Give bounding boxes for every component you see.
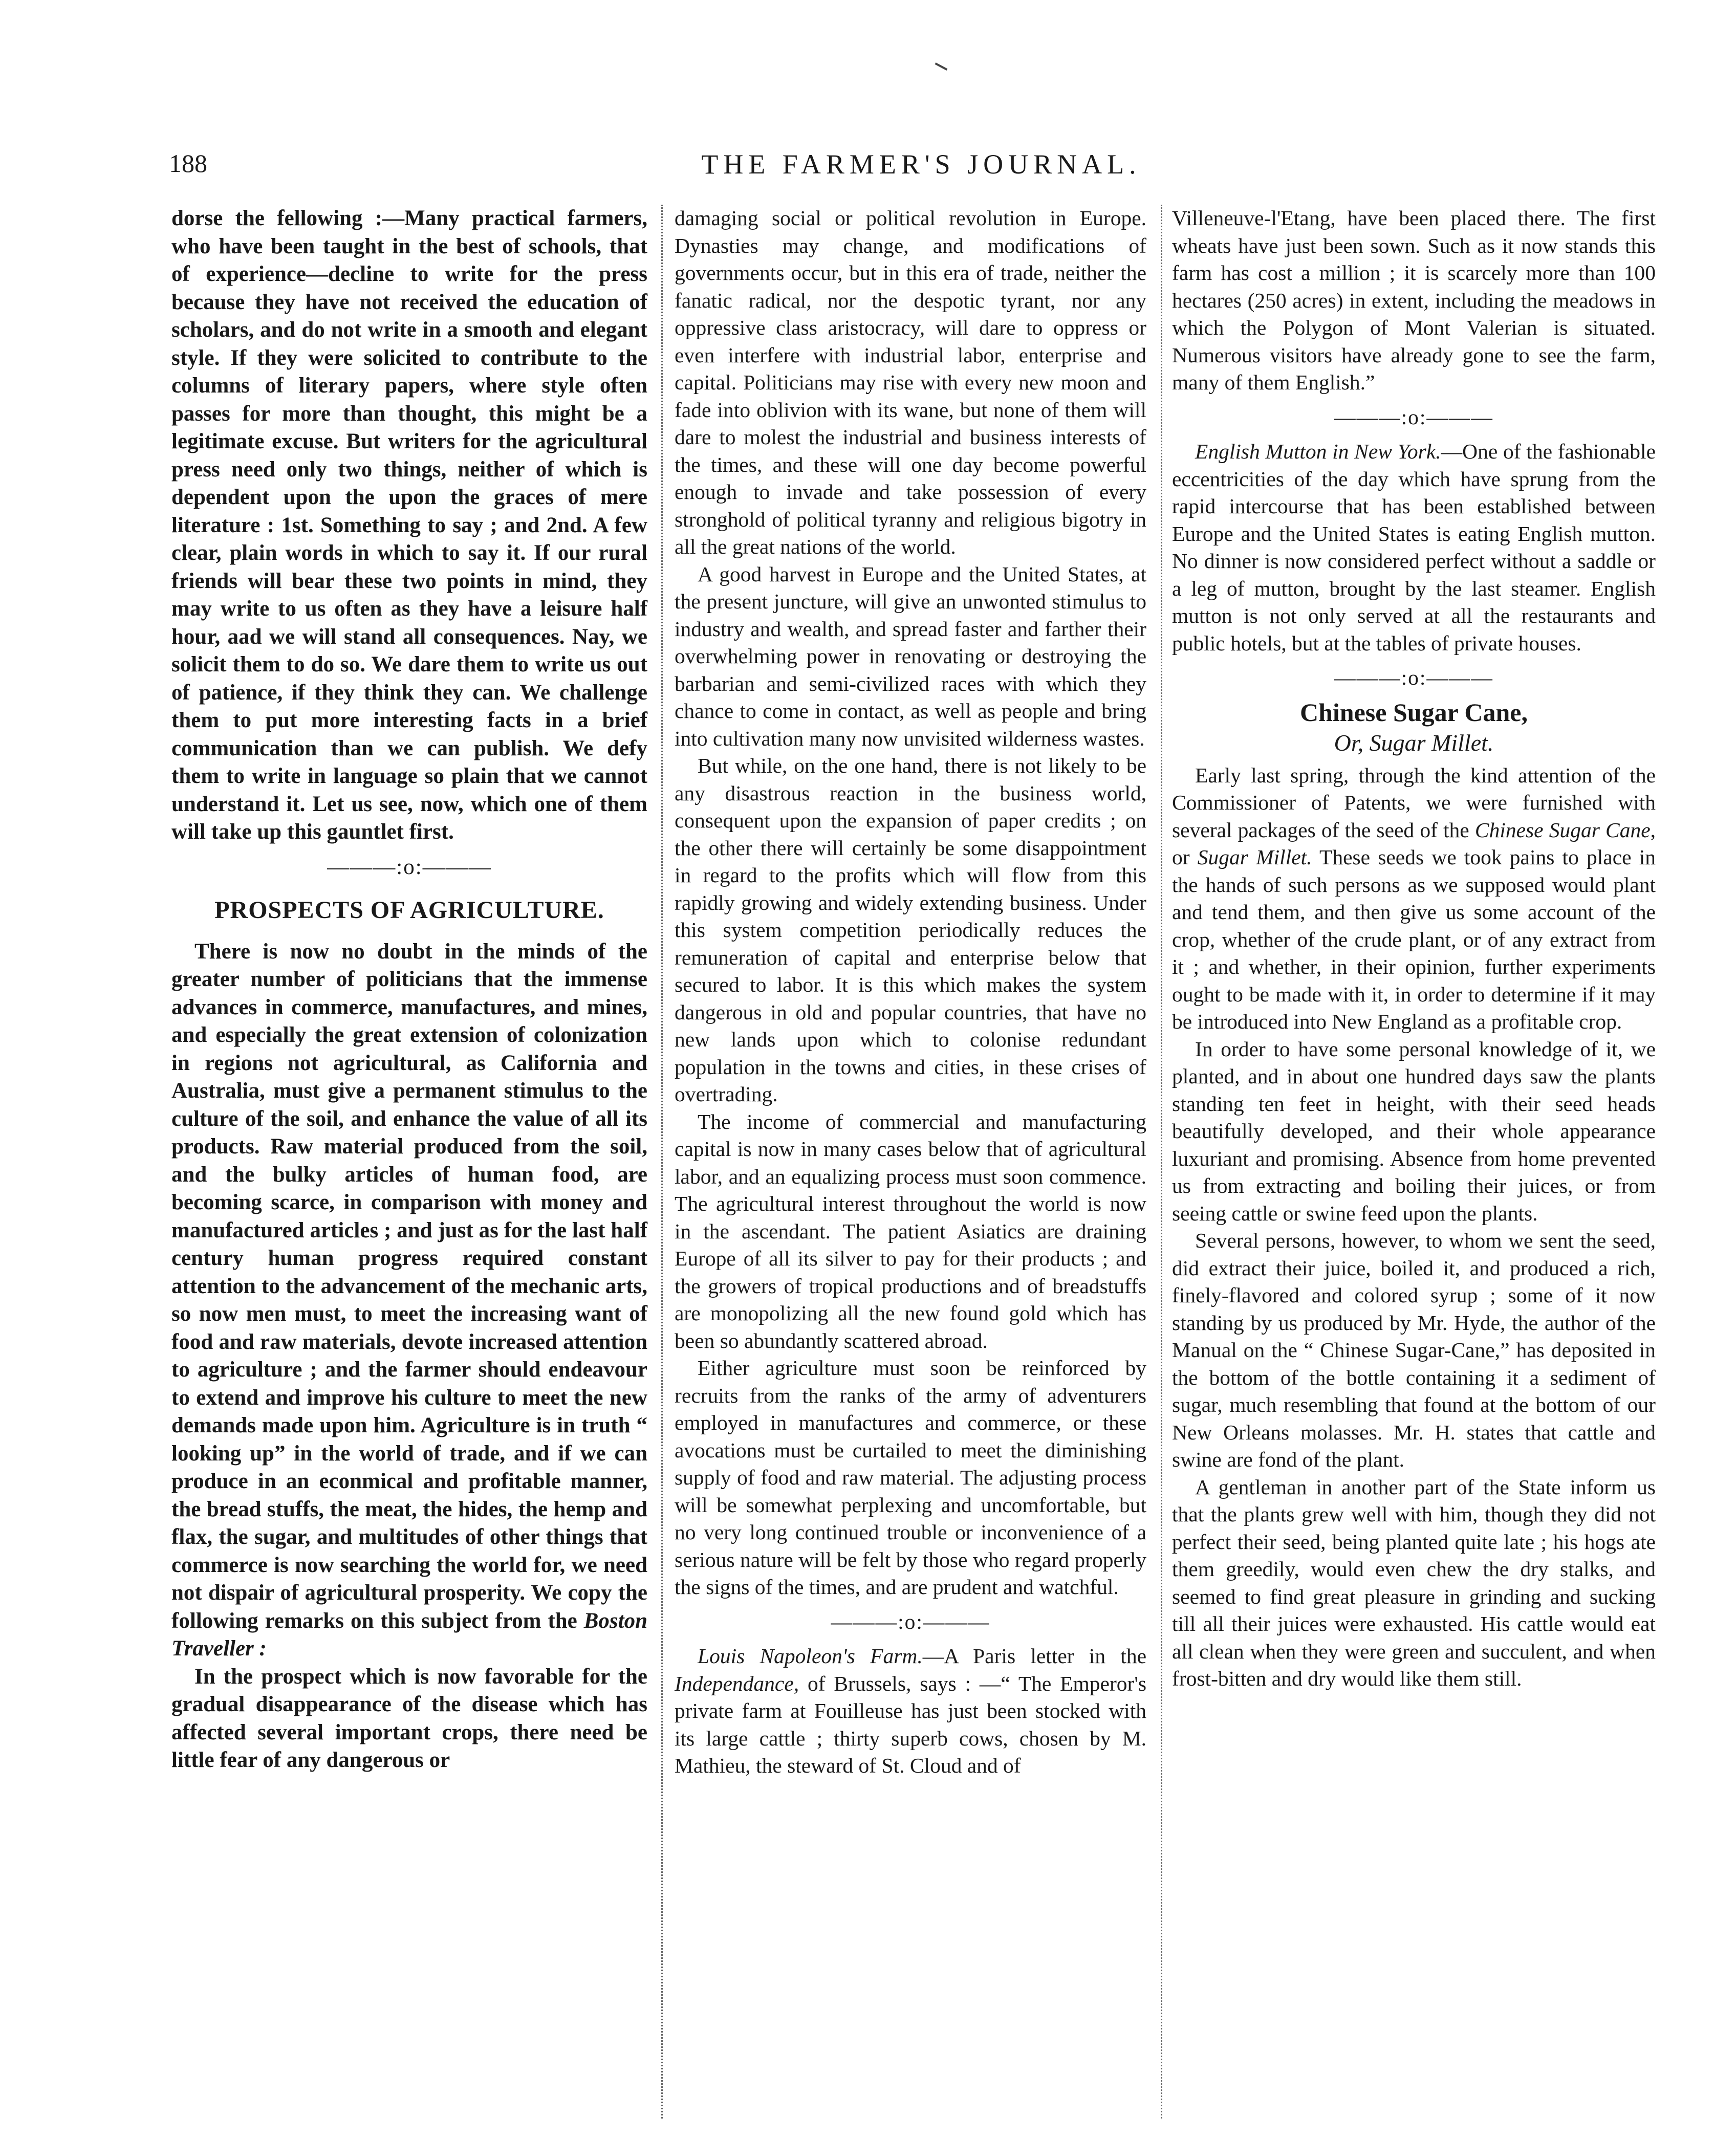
- paragraph-text: Early last spring, through the kind attention of the Commissioner of Patents, we were furnished with several packages of the seed of the: [1172, 763, 1656, 842]
- italic-term: Sugar Millet.: [1197, 845, 1312, 869]
- column-2: [675, 205, 1146, 1780]
- paragraph: A gentleman in another part of the State inform us that the plants grew well with him, though they did not perfect their seed, being planted quite late ; his hogs ate them greedily, would even chew the dry stalks, and seemed to find great pleasure in grinding and sucking till all their juices were exhausted. His cattle would eat all clean when they were green and succulent, and when frost-bitten and dry would like them still.: [1172, 1475, 1656, 1690]
- source-name: Boston Traveller :: [171, 1608, 647, 1661]
- article-heading: PROSPECTS OF AGRICULTURE.: [214, 897, 604, 924]
- column-rule: [661, 205, 663, 2119]
- paragraph: But while, on the one hand, there is not likely to be any disastrous reaction in the business world, consequent upon the expansion of paper credits ; on the other there will certainly be some disappointment in regard to the profits which will flow from this rapidly growing and widely extending business. Under this system competition periodically reduces the remuneration of capital and enterprise below that secured to labor. It is this which makes the system dangerous in old and popular countries, that have no new lands upon which to colonise redundant population in the towns and cities, in these crises of overtrading.: [675, 754, 1146, 1106]
- paragraph: damaging social or political revolution in Europe. Dynasties may change, and modifications of governments occur, but in this era of trade, neither the fanatic radical, nor the despotic tyrant, nor any oppressive class aristocracy, will dare to oppress or even interfere with industrial labor, enterprise and capital. Politicians may rise with every new moon and fade into oblivion with its wane, but none of them will dare to molest the industrial and business interests of the times, and these will one day become powerful enough to invade and take possession of every stronghold of political tyranny and religious bigotry in all the great nations of the world.: [675, 206, 1146, 558]
- article-heading: Chinese Sugar Cane,: [1300, 697, 1528, 727]
- print-mark: [935, 62, 948, 71]
- separator: ———:o:———: [327, 855, 492, 879]
- paragraph-text: There is now no doubt in the minds of the greater number of politicians that the immense advances in commerce, manufactures, and mines, and especially the great extension of colonization in regions not agricultural, as California and Australia, must give a permanent stimulus to the culture of the soil, and enhance the value of all its products. Raw material produced from the soil, and the bulky articles of human food, are becoming scarce, in comparison with money and manufactured articles ; and just as for the last half century human progress required constant attention to the advancement of the mechanic arts, so now men must, to meet the increasing want of food and raw materials, devote increased attention to agriculture ; and the farmer should endeavour to extend and improve his culture to meet the new demands made upon him. Agriculture is in truth “ looking up” in the world of trade, and if we can produce in an econmical and profitable manner, the bread stuffs, the meat, the hides, the hemp and flax, the sugar, and multitudes of other things that commerce is now searching the world for, we need not dispair of agricultural prosperity. We copy the following remarks on this subject from the: [171, 939, 647, 1633]
- paragraph: Villeneuve-l'Etang, have been placed there. The first wheats have just been sown. Such as it now stands this farm has cost a million ; it is scarcely more than 100 hectares (250 acres) in extent, including the meadows in which the Polygon of Mont Valerian is situated. Numerous visitors have already gone to see the farm, many of them English.”: [1172, 206, 1656, 394]
- page-header: [169, 148, 1674, 184]
- runin-heading: Louis Napoleon's Farm.: [698, 1644, 923, 1668]
- paragraph-text: These seeds we took pains to place in the hands of such persons as we supposed would plant and tend them, and then give us some account of the crop, whether of the crude plant, or of any extract from it ; and whether, in their opinion, further experiments ought to be made with it, in order to determine if it may be introduced into New England as a profitable crop.: [1172, 845, 1656, 1033]
- article-subheading: Or, Sugar Millet.: [1334, 730, 1494, 756]
- paragraph: A good harvest in Europe and the United States, at the present juncture, will give an unwonted stimulus to industry and wealth, and spread faster and farther their overwhelming power in renovating or destroying the barbarian and semi-civilized races with which they chance to come in contact, as well as people and bring into cultivation many now unvisited wilderness wastes.: [675, 562, 1146, 750]
- column-rule: [1161, 205, 1162, 2119]
- paragraph: Several persons, however, to whom we sent the seed, did extract their juice, boiled it, and produced a rich, finely-flavored and colored syrup ; some of it now standing by us produced by Mr. Hyde, the author of the Manual on the “ Chinese Sugar-Cane,” has deposited in the bottom of the bottle containing it a sediment of sugar, much resembling that found at the bottom of our New Orleans molasses. Mr. H. states that cattle and swine are fond of the plant.: [1172, 1229, 1656, 1471]
- italic-term: Chinese Sugar Cane: [1474, 818, 1651, 842]
- paragraph: The income of commercial and manufacturing capital is now in many cases below that of agricultural labor, and an equalizing process must soon commence. The agricultural interest throughout the world is now in the ascendant. The patient Asiatics are draining Europe of all its silver to pay for their products ; and the growers of tropical productions and of breadstuffs are monopolizing all the new found gold which has been so abundantly scattered abroad.: [675, 1109, 1146, 1352]
- paragraph: [1172, 762, 1656, 1036]
- separator: ———:o:———: [831, 1609, 990, 1633]
- paragraph-text: —One of the fashionable eccentricities of the day which have sprung from the rapid intercourse that has been established between Europe and the United States is eating English mutton. No dinner is now considered perfect without a saddle or a leg of mutton, brought by the last steamer. English mutton is not only served at all the restaurants and public hotels, but at the tables of private houses.: [1172, 440, 1656, 655]
- paragraph-text: —A Paris letter in the: [922, 1644, 1146, 1668]
- paragraph: In order to have some personal knowledge of it, we planted, and in about one hundred days saw the plants standing ten feet in height, with their seed heads beautifully developed, and their whole appearance luxuriant and promising. Absence from home prevented us from extracting and boiling their juices, or from seeing cattle or swine feed upon the plants.: [1172, 1037, 1656, 1225]
- runin-heading: English Mutton in New York.: [1195, 440, 1441, 463]
- page-number: 188: [169, 149, 207, 178]
- paragraph: [171, 938, 647, 1663]
- column-1: [171, 205, 647, 1775]
- paragraph: dorse the fellowing :—Many practical farmers, who have been taught in the best of schools, that of experience—decline to write for the press because they have not received the education of scholars, and do not write in a smooth and elegant style. If they were solicited to contribute to the columns of literary papers, where style often passes for more than thought, this might be a legitimate excuse. But writers for the agricultural press need only two things, neither of which is dependent upon the upon the graces of mere literature : 1st. Something to say ; and 2nd. A few clear, plain words in which to say it. If our rural friends will bear these two points in mind, they may write to us often as they have a leisure half hour, aad we will stand all consequences. Nay, we solicit them to do so. We dare them to write us out of patience, if they think they can. We challenge them to put more interesting facts in a brief communication than we can publish. We defy them to write in language so plain that we cannot understand it. Let us see, now, which one of them will take up this gauntlet first.: [171, 206, 647, 844]
- paragraph: Either agriculture must soon be reinforced by recruits from the ranks of the army of adventurers employed in manufactures and commerce, or these avocations must be curtailed to meet the diminishing supply of food and raw material. The adjusting process will be somewhat perplexing and uncomfortable, but no very long continued trouble or inconvenience of a serious nature will be felt by those who regard properly the signs of the times, and are prudent and watchful.: [675, 1356, 1146, 1599]
- newspaper-name: Independance: [675, 1671, 794, 1695]
- separator: ———:o:———: [1334, 666, 1493, 689]
- running-head: THE FARMER'S JOURNAL.: [701, 149, 1141, 180]
- paragraph: [1172, 438, 1656, 657]
- separator: ———:o:———: [1334, 405, 1493, 429]
- paragraph: In the prospect which is now favorable for the gradual disappearance of the disease which has affected several important crops, there need be little fear of any dangerous or: [171, 1664, 647, 1772]
- paragraph-text: , or: [1172, 818, 1656, 869]
- paragraph-text: , of Brussels, says : —“ The Emperor's private farm at Fouilleuse has just been stocked with its large cattle ; thirty superb cows, chosen by M. Mathieu, the steward of St. Cloud and of: [675, 1671, 1146, 1777]
- column-3: [1172, 205, 1656, 1693]
- paragraph: [675, 1643, 1146, 1780]
